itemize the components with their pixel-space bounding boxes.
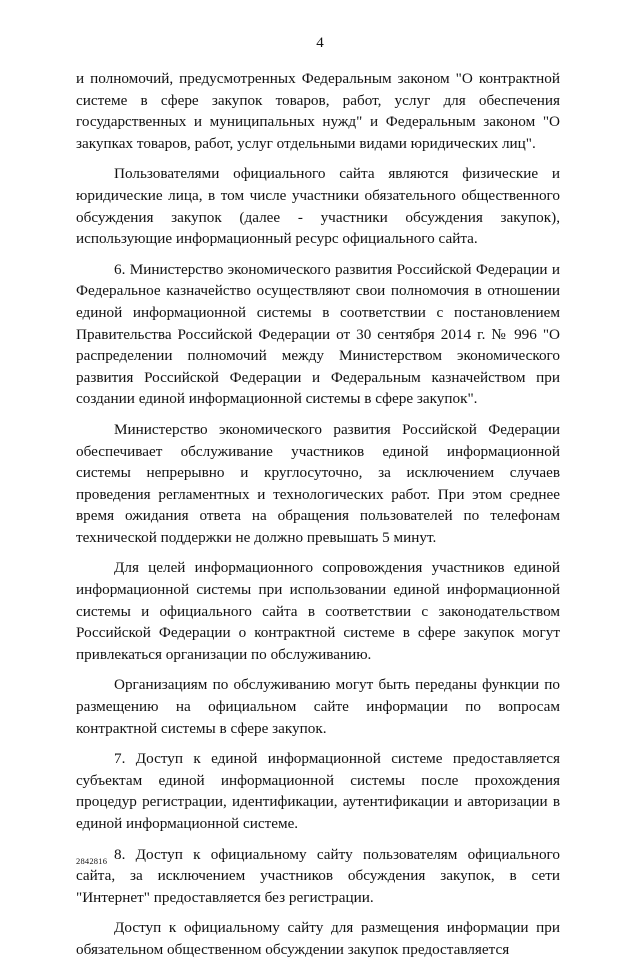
document-body <box>76 68 560 970</box>
paragraph-9: Доступ к официальному сайту для размещения информации при обязательном общественном обсуждении закупок предоставляется <box>76 919 560 958</box>
paragraph-5: Для целей информационного сопровождения участников единой информационной системы при использовании единой информационной системы и официального сайта в соответствии с законодательством Российской Федерации о контрактной системе в сфере закупок могут привлекаться организации по обслуживанию. <box>76 559 560 663</box>
paragraph-1: и полномочий, предусмотренных Федеральным законом "О контрактной системе в сфере закупок товаров, работ, услуг для обеспечения государственных и муниципальных нужд" и Федеральным законом "О закупках товаров, работ, услуг отдельными видами юридических лиц". <box>76 70 560 152</box>
paragraph-7: 7. Доступ к единой информационной системе предоставляется субъектам единой информационной системы после прохождения процедур регистрации, идентификации, аутентификации и авторизации в единой информационной системе. <box>76 750 560 832</box>
document-code: 2842816 <box>76 856 108 866</box>
paragraph-6: Организациям по обслуживанию могут быть переданы функции по размещению на официальном сайте информации по вопросам контрактной системы в сфере закупок. <box>76 676 560 737</box>
paragraph-3: 6. Министерство экономического развития Российской Федерации и Федеральное казначейство осуществляют свои полномочия в отношении единой информационной системы в соответствии с постановлением Правительства Российской Федерации от 30 сентября 2014 г. № 996 "О распределении полномочий между Министерством экономического развития Российской Федерации и Федеральным казначейством при создании единой информационной системы в сфере закупок". <box>76 260 560 408</box>
paragraph-4: Министерство экономического развития Российской Федерации обеспечивает обслуживание участников единой информационной системы непрерывно и круглосуточно, за исключением случаев проведения регламентных и технологических работ. При этом среднее время ожидания ответа на обращения пользователей по телефонам технической поддержки не должно превышать 5 минут. <box>76 420 560 546</box>
paragraph-8: 8. Доступ к официальному сайту пользователям официального сайта, за исключением участников обсуждения закупок, в сети "Интернет" предоставляется без регистрации. <box>76 845 560 906</box>
page-number: 4 <box>316 35 324 51</box>
paragraph-2: Пользователями официального сайта являются физические и юридические лица, в том числе участники обязательного общественного обсуждения закупок (далее - участники обсуждения закупок), использующие информационный ресурс официального сайта. <box>76 165 560 248</box>
